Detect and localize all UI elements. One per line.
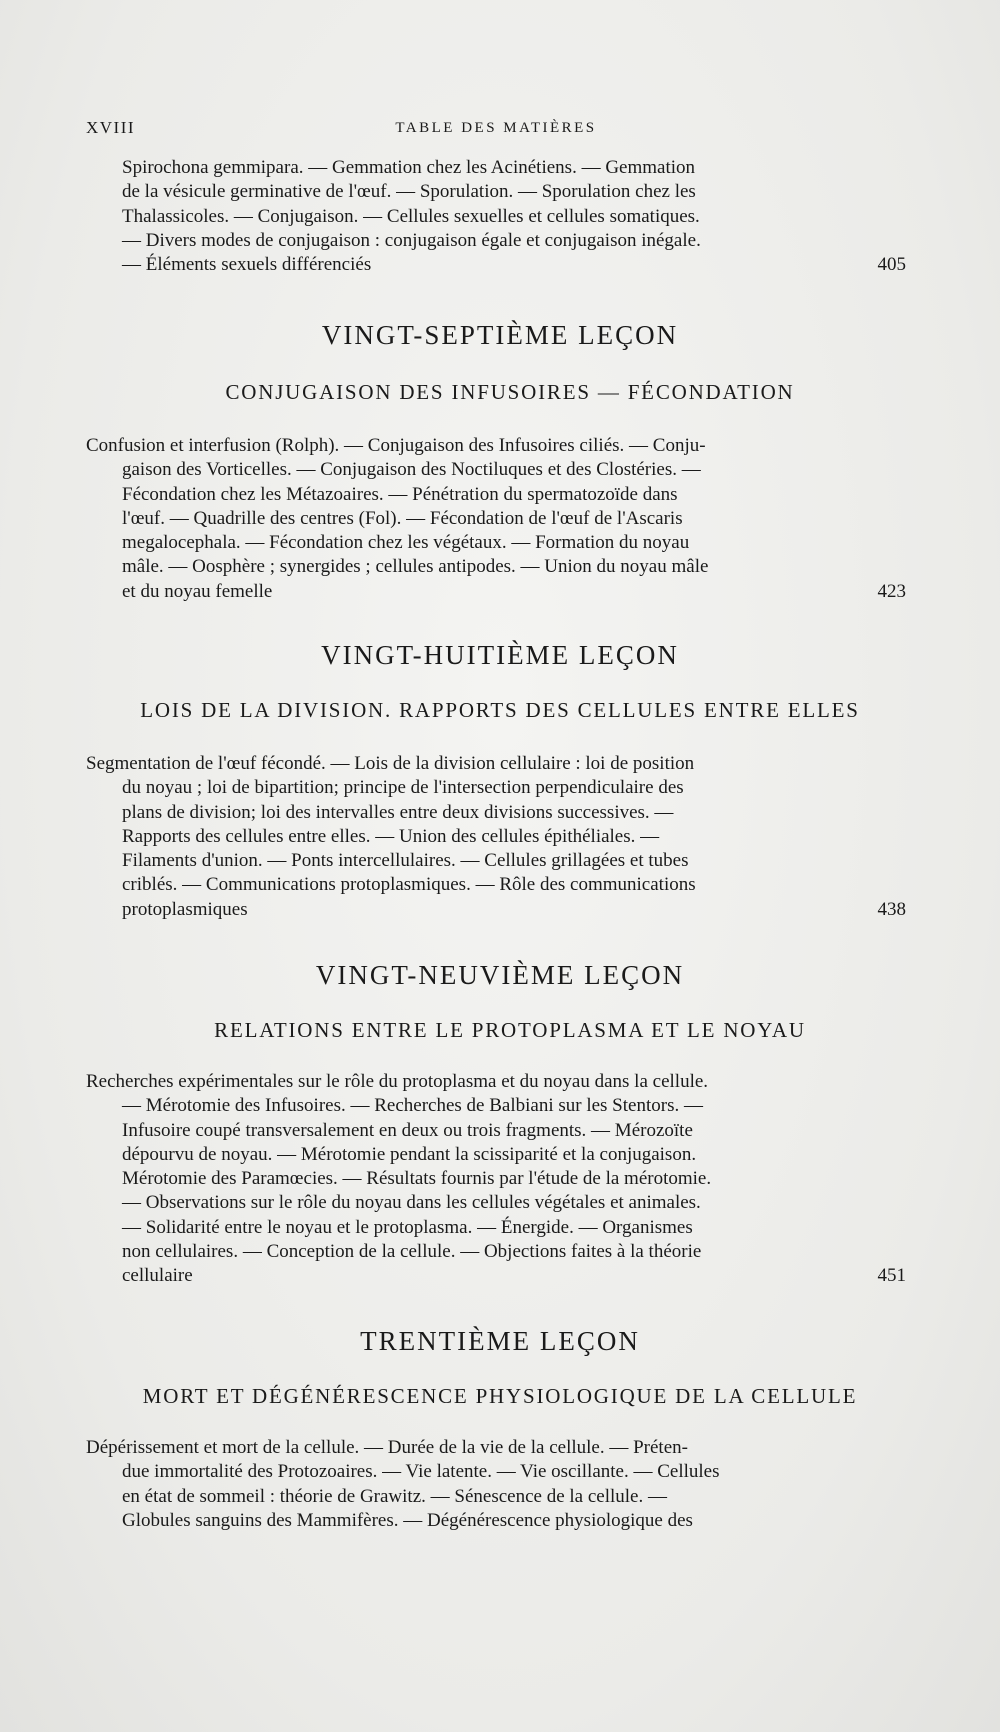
entry-last-line xyxy=(86,253,906,277)
entry-line: Filaments d'union. — Ponts intercellulaires. — Cellules grillagées et tubes xyxy=(122,850,689,872)
entry-line: Confusion et interfusion (Rolph). — Conjugaison des Infusoires ciliés. — Conju- xyxy=(86,435,706,456)
page-number: 451 xyxy=(877,1265,906,1286)
entry-line: en état de sommeil : théorie de Grawitz. — Sénescence de la cellule. — xyxy=(122,1485,667,1507)
running-title: TABLE DES MATIÈRES xyxy=(395,120,597,136)
toc-entry xyxy=(86,156,906,277)
entry-line: cellulaire xyxy=(122,1265,193,1287)
lesson-title: VINGT-NEUVIÈME LEÇON xyxy=(315,960,685,990)
entry-line: Segmentation de l'œuf fécondé. — Lois de la division cellulaire : loi de position xyxy=(86,753,695,774)
toc-entry xyxy=(86,434,906,604)
toc-entry xyxy=(86,752,906,922)
entry-line: de la vésicule germinative de l'œuf. — Sporulation. — Sporulation chez les xyxy=(122,181,696,203)
page-number: 405 xyxy=(877,254,906,275)
entry-line: — Solidarité entre le noyau et le protoplasma. — Énergide. — Organismes xyxy=(122,1216,693,1238)
entry-line: Thalassicoles. — Conjugaison. — Cellules sexuelles et cellules somatiques. xyxy=(122,205,700,227)
lesson-title: VINGT-SEPTIÈME LEÇON xyxy=(321,320,679,350)
lesson-subtitle: CONJUGAISON DES INFUSOIRES — FÉCONDATION xyxy=(225,380,795,404)
entry-line: et du noyau femelle xyxy=(122,580,273,602)
entry-line: plans de division; loi des intervalles entre deux divisions successives. — xyxy=(122,801,674,823)
entry-line: gaison des Vorticelles. — Conjugaison des Noctiluques et des Clostéries. — xyxy=(122,459,701,481)
entry-line: dépourvu de noyau. — Mérotomie pendant la scissiparité et la conjugaison. xyxy=(122,1143,697,1165)
entry-line: non cellulaires. — Conception de la cellule. — Objections faites à la théorie xyxy=(122,1241,702,1263)
entry-line: — Mérotomie des Infusoires. — Recherches de Balbiani sur les Stentors. — xyxy=(122,1095,703,1117)
entry-line: Infusoire coupé transversalement en deux ou trois fragments. — Mérozoïte xyxy=(122,1119,693,1141)
entry-line: Spirochona gemmipara. — Gemmation chez les Acinétiens. — Gemmation xyxy=(122,157,696,178)
entry-line: mâle. — Oosphère ; synergides ; cellules antipodes. — Union du noyau mâle xyxy=(122,556,709,578)
entry-line: — Divers modes de conjugaison : conjugaison égale et conjugaison inégale. xyxy=(122,229,701,251)
page-number: 423 xyxy=(877,581,906,602)
entry-line: Recherches expérimentales sur le rôle du protoplasma et du noyau dans la cellule. xyxy=(86,1071,709,1092)
lesson-subtitle: LOIS DE LA DIVISION. RAPPORTS DES CELLULES ENTRE ELLES xyxy=(140,698,860,722)
lesson-title: VINGT-HUITIÈME LEÇON xyxy=(321,640,679,670)
lesson-subtitle: MORT ET DÉGÉNÉRESCENCE PHYSIOLOGIQUE DE LA CELLULE xyxy=(142,1384,858,1408)
entry-line: — Observations sur le rôle du noyau dans les cellules végétales et animales. xyxy=(122,1192,701,1214)
page-header xyxy=(86,118,906,142)
entry-line: Fécondation chez les Métazoaires. — Pénétration du spermatozoïde dans xyxy=(122,483,678,505)
page-number: 438 xyxy=(877,899,906,920)
lesson-title: TRENTIÈME LEÇON xyxy=(360,1326,640,1356)
entry-line: du noyau ; loi de bipartition; principe de l'intersection perpendiculaire des xyxy=(122,777,684,799)
toc-entry xyxy=(86,1436,906,1533)
entry-line: l'œuf. — Quadrille des centres (Fol). — Fécondation de l'œuf de l'Ascaris xyxy=(122,507,683,529)
entry-last-line xyxy=(86,580,906,604)
entry-line: megalocephala. — Fécondation chez les végétaux. — Formation du noyau xyxy=(122,532,690,554)
entry-line: protoplasmiques xyxy=(122,898,248,920)
entry-line: — Éléments sexuels différenciés xyxy=(122,254,372,276)
toc-entry xyxy=(86,1070,906,1289)
entry-line: Globules sanguins des Mammifères. — Dégénérescence physiologique des xyxy=(122,1509,693,1531)
entry-line: Mérotomie des Paramœcies. — Résultats fournis par l'étude de la mérotomie. xyxy=(122,1168,712,1190)
lesson-subtitle: RELATIONS ENTRE LE PROTOPLASMA ET LE NOYAU xyxy=(214,1018,806,1042)
entry-last-line xyxy=(86,898,906,922)
entry-last-line xyxy=(86,1264,906,1288)
entry-line: Rapports des cellules entre elles. — Union des cellules épithéliales. — xyxy=(122,825,660,847)
entry-line: due immortalité des Protozoaires. — Vie latente. — Vie oscillante. — Cellules xyxy=(122,1461,720,1483)
page-folio: XVIII xyxy=(86,118,136,137)
entry-line: criblés. — Communications protoplasmiques. — Rôle des communications xyxy=(122,874,696,896)
entry-line: Dépérissement et mort de la cellule. — Durée de la vie de la cellule. — Préten- xyxy=(86,1437,688,1458)
